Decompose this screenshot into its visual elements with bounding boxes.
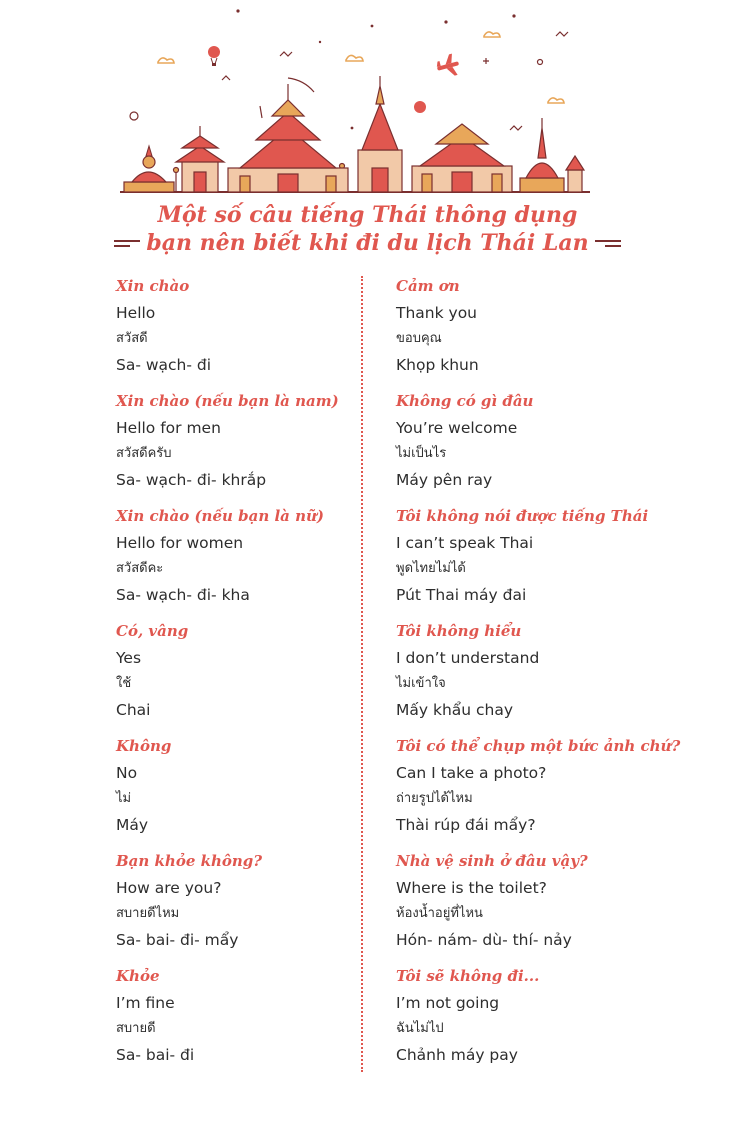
- phrase-english: I can’t speak Thai: [396, 534, 534, 552]
- phrase-english: Hello for men: [116, 419, 221, 437]
- cloud-icon: [158, 32, 564, 103]
- phrase-thai: สวัสดีคะ: [116, 561, 164, 576]
- phrase-thai: ฉันไม่ไป: [396, 1021, 444, 1036]
- page-title-line-2-text: bạn nên biết khi đi du lịch Thái Lan: [146, 230, 589, 256]
- phrase-pronunciation: Sa- bai- đi- mẩy: [116, 931, 239, 949]
- phrase-thai: พูดไทยไม่ได้: [396, 561, 466, 576]
- phrase-thai: สวัสดี: [116, 331, 148, 346]
- phrase-english: No: [116, 764, 138, 782]
- phrase-entry: [116, 732, 366, 847]
- phrase-thai: ถ่ายรูปได้ไหม: [396, 791, 473, 806]
- phrase-pronunciation: Sa- wạch- đi: [116, 356, 212, 374]
- title-dash-right: [595, 240, 621, 248]
- phrase-thai: ใช้: [116, 676, 132, 691]
- phrase-entry: [396, 847, 646, 962]
- wat-temple-icon: [412, 124, 512, 192]
- phrase-vietnamese: Xin chào (nếu bạn là nữ): [116, 507, 325, 525]
- phrase-pronunciation: Mấy khẩu chay: [396, 701, 514, 719]
- phrase-vietnamese: Không: [116, 737, 172, 755]
- phrase-pronunciation: Sa- bai- đi: [116, 1046, 195, 1064]
- phrase-thai: ไม่: [116, 791, 132, 806]
- buddha-statue-icon: [124, 146, 174, 192]
- phrase-entry: [396, 962, 646, 1077]
- phrase-pronunciation: Chai: [116, 701, 151, 719]
- phrase-english: How are you?: [116, 879, 222, 897]
- phrase-english: Hello for women: [116, 534, 244, 552]
- phrase-thai: สวัสดีครับ: [116, 446, 172, 461]
- phrase-pronunciation: Chảnh máy pay: [396, 1046, 518, 1064]
- phrase-pronunciation: Sa- wạch- đi- khrắp: [116, 471, 267, 489]
- phrase-entry: [116, 272, 366, 387]
- page-title-line-2: [0, 228, 735, 258]
- phrase-vietnamese: Xin chào: [116, 277, 190, 295]
- phrase-pronunciation: Máy pên ray: [396, 471, 493, 489]
- airplane-icon: [435, 53, 462, 80]
- phrase-pronunciation: Máy: [116, 816, 149, 834]
- grand-palace-icon: [228, 84, 348, 192]
- phrase-column-right: [396, 272, 681, 1077]
- phrase-pronunciation: Hón- nám- dù- thí- nảy: [396, 931, 572, 949]
- phrase-english: Where is the toilet?: [396, 879, 547, 897]
- phrase-vietnamese: Tôi sẽ không đi...: [396, 967, 540, 985]
- phrase-thai: ไม่เป็นไร: [396, 446, 447, 461]
- title-dash-left: [114, 240, 140, 248]
- phrase-column-left: [116, 272, 366, 1077]
- phrase-english: Yes: [116, 649, 142, 667]
- phrase-english: I’m not going: [396, 994, 500, 1012]
- phrase-entry: [396, 617, 646, 732]
- phrase-vietnamese: Không có gì đâu: [396, 392, 534, 410]
- phrase-vietnamese: Có, vâng: [116, 622, 189, 640]
- phrase-thai: สบายดี: [116, 1021, 156, 1036]
- phrase-english: Can I take a photo?: [396, 764, 547, 782]
- phrase-english: Hello: [116, 304, 156, 322]
- phrase-entry: [396, 387, 646, 502]
- phrase-thai: ขอบคุณ: [396, 331, 442, 346]
- phrase-entry: [396, 732, 681, 847]
- hot-air-balloon-icon: [208, 46, 220, 66]
- phrase-vietnamese: Tôi có thể chụp một bức ảnh chứ?: [396, 737, 681, 755]
- phrase-vietnamese: Khỏe: [116, 967, 160, 985]
- phrase-vietnamese: Tôi không hiểu: [396, 622, 522, 640]
- phrase-entry: [116, 502, 366, 617]
- phrase-thai: ห้องน้ำอยู่ที่ไหน: [396, 906, 483, 921]
- temple-spire-icon: [358, 76, 402, 192]
- phrase-entry: [396, 502, 649, 617]
- phrase-vietnamese: Tôi không nói được tiếng Thái: [396, 507, 649, 525]
- phrase-vietnamese: Nhà vệ sinh ở đâu vậy?: [396, 852, 588, 870]
- phrase-english: I’m fine: [116, 994, 175, 1012]
- phrase-thai: ไม่เข้าใจ: [396, 676, 446, 691]
- phrase-entry: [116, 847, 366, 962]
- thai-skyline-banner: [110, 0, 600, 200]
- phrase-entry: [116, 387, 366, 502]
- page-title-line-1: Một số câu tiếng Thái thông dụng: [157, 202, 578, 228]
- phrase-pronunciation: Thài rúp đái mẩy?: [396, 816, 536, 834]
- phrase-vietnamese: Xin chào (nếu bạn là nam): [116, 392, 339, 410]
- phrase-english: Thank you: [396, 304, 477, 322]
- phrase-english: You’re welcome: [396, 419, 518, 437]
- pagoda-icon: [176, 126, 224, 192]
- phrase-entry: [116, 962, 366, 1077]
- phrase-thai: สบายดีไหม: [116, 906, 180, 921]
- phrase-entry: [116, 617, 366, 732]
- phrase-vietnamese: Cảm ơn: [396, 277, 460, 295]
- stupa-icon: [520, 118, 584, 192]
- phrase-pronunciation: Pút Thai máy đai: [396, 586, 527, 604]
- phrase-entry: [396, 272, 646, 387]
- phrase-pronunciation: Sa- wạch- đi- kha: [116, 586, 250, 604]
- phrase-pronunciation: Khọp khun: [396, 356, 479, 374]
- sun-icon: [414, 101, 426, 113]
- phrase-vietnamese: Bạn khỏe không?: [116, 852, 263, 870]
- phrase-english: I don’t understand: [396, 649, 540, 667]
